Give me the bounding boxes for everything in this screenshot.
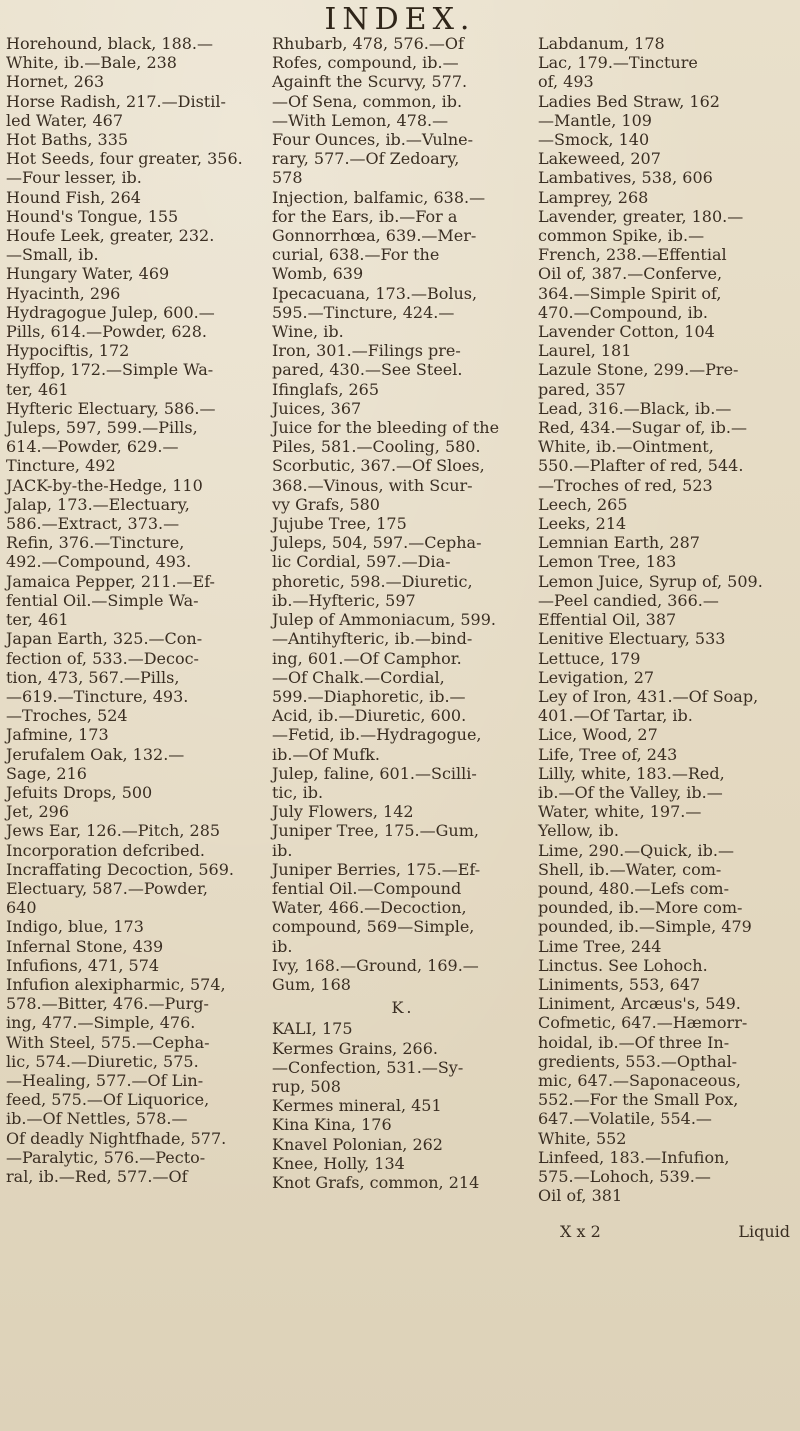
index-entry: ib. — [272, 840, 293, 860]
index-entry: Water, 466.—Decoction, — [272, 898, 467, 918]
index-entry: Wine, ib. — [272, 322, 344, 342]
index-entry: Hungary Water, 469 — [6, 264, 170, 284]
index-entry: 368.—Vinous, with Scur- — [272, 475, 473, 495]
index-entry: White, ib.—Bale, 238 — [6, 53, 177, 73]
index-entry: Lenitive Electuary, 533 — [538, 629, 726, 649]
index-entry: Lac, 179.—Tincture — [538, 53, 698, 73]
index-entry: Knavel Polonian, 262 — [272, 1134, 443, 1154]
index-entry: Refin, 376.—Tincture, — [6, 533, 185, 553]
index-entry: Lambatives, 538, 606 — [538, 168, 713, 188]
index-entry: JACK-by-the-Hedge, 110 — [6, 475, 203, 495]
index-entry: Kermes mineral, 451 — [272, 1096, 442, 1116]
index-entry: Infufions, 471, 574 — [6, 955, 160, 975]
index-entry: Juleps, 504, 597.—Cepha- — [272, 533, 482, 553]
index-entry: ral, ib.—Red, 577.—Of — [6, 1166, 188, 1186]
index-entry: Yellow, ib. — [538, 821, 619, 841]
page-footer — [560, 1222, 790, 1241]
index-entry: White, 552 — [538, 1128, 627, 1148]
index-entry: —Of Chalk.—Cordial, — [272, 667, 445, 687]
index-entry: Injection, balfamic, 638.— — [272, 187, 486, 207]
index-entry: Jefuits Drops, 500 — [6, 782, 153, 802]
index-entry: 575.—Lohoch, 539.— — [538, 1166, 711, 1186]
index-entry: Lavender, greater, 180.— — [538, 206, 744, 226]
index-entry: Hornet, 263 — [6, 72, 105, 92]
index-entry: Labdanum, 178 — [538, 34, 665, 53]
index-entry: Iron, 301.—Filings pre- — [272, 341, 461, 361]
index-entry: —Healing, 577.—Of Lin- — [6, 1070, 204, 1090]
section-letter: K. — [391, 998, 415, 1018]
index-entry: Incraffating Decoction, 569. — [6, 859, 234, 879]
index-entry: Lice, Wood, 27 — [538, 725, 658, 745]
index-entry: Ladies Bed Straw, 162 — [538, 91, 720, 111]
index-entry: ib.—Hyfteric, 597 — [272, 590, 416, 610]
index-entry: Hound Fish, 264 — [6, 187, 141, 207]
index-entry: KALI, 175 — [272, 1019, 353, 1039]
index-entry: Liniment, Arcæus's, 549. — [538, 994, 741, 1014]
index-entry: Hyfteric Electuary, 586.— — [6, 398, 216, 418]
index-entry: Jalap, 173.—Electuary, — [6, 494, 190, 514]
index-entry: Rofes, compound, ib.— — [272, 53, 459, 73]
index-entry: 586.—Extract, 373.— — [6, 514, 180, 534]
index-entry: phoretic, 598.—Diuretic, — [272, 571, 473, 591]
index-entry: Cofmetic, 647.—Hæmorr- — [538, 1013, 748, 1033]
index-entry: Lamprey, 268 — [538, 187, 649, 207]
index-entry: —Mantle, 109 — [538, 110, 652, 130]
index-entry: Ifinglafs, 265 — [272, 379, 380, 399]
index-entry: Lemnian Earth, 287 — [538, 533, 700, 553]
index-entry: —Confection, 531.—Sy- — [272, 1057, 464, 1077]
index-entry: French, 238.—Effential — [538, 245, 727, 265]
index-entry: —Paralytic, 576.—Pecto- — [6, 1147, 206, 1167]
index-entry: With Steel, 575.—Cepha- — [6, 1032, 210, 1052]
index-entry: Hydragogue Julep, 600.— — [6, 302, 215, 322]
index-entry: Kermes Grains, 266. — [272, 1038, 438, 1058]
index-entry: Leeks, 214 — [538, 514, 627, 534]
index-entry: Horse Radish, 217.—Distil- — [6, 91, 226, 111]
index-entry: Gonnorrhœa, 639.—Mer- — [272, 226, 477, 246]
index-entry: July Flowers, 142 — [272, 802, 414, 822]
index-entry: ib. — [272, 936, 293, 956]
index-entry: pound, 480.—Lefs com- — [538, 878, 730, 898]
index-entry: hoidal, ib.—Of three In- — [538, 1032, 730, 1052]
index-entry: Juleps, 597, 599.—Pills, — [6, 418, 198, 438]
index-entry: Four Ounces, ib.—Vulne- — [272, 130, 474, 150]
index-entry: Shell, ib.—Water, com- — [538, 859, 722, 879]
index-entry: —Peel candied, 366.— — [538, 590, 719, 610]
index-entry: Red, 434.—Sugar of, ib.— — [538, 418, 747, 438]
index-entry: fential Oil.—Simple Wa- — [6, 590, 199, 610]
index-entry: 470.—Compound, ib. — [538, 302, 709, 322]
index-entry: —Smock, 140 — [538, 130, 650, 150]
index-entry: Lilly, white, 183.—Red, — [538, 763, 725, 783]
index-columns — [0, 34, 800, 1224]
index-entry: ing, 601.—Of Camphor. — [272, 648, 462, 668]
index-entry: Ley of Iron, 431.—Of Soap, — [538, 686, 759, 706]
index-entry: 492.—Compound, 493. — [6, 552, 192, 572]
index-entry: ter, 461 — [6, 610, 69, 630]
index-entry: Ivy, 168.—Ground, 169.— — [272, 955, 479, 975]
index-entry: feed, 575.—Of Liquorice, — [6, 1090, 210, 1110]
index-entry: Ipecacuana, 173.—Bolus, — [272, 283, 478, 303]
index-entry: rup, 508 — [272, 1076, 341, 1096]
index-entry: Kina Kina, 176 — [272, 1115, 392, 1135]
index-entry: pared, 357 — [538, 379, 626, 399]
index-entry: 595.—Tincture, 424.— — [272, 302, 455, 322]
catchword: Liquid — [738, 1222, 790, 1241]
index-entry: 578 — [272, 168, 303, 188]
index-entry: Julep of Ammoniacum, 599. — [272, 610, 496, 630]
index-entry: 578.—Bitter, 476.—Purg- — [6, 994, 209, 1014]
index-entry: gredients, 553.—Opthal- — [538, 1051, 738, 1071]
index-entry: Lemon Juice, Syrup of, 509. — [538, 571, 763, 591]
index-entry: Laurel, 181 — [538, 341, 632, 361]
index-entry: Tincture, 492 — [6, 456, 116, 476]
index-entry: Womb, 639 — [272, 264, 364, 284]
index-entry: Sage, 216 — [6, 763, 87, 783]
index-entry: Lakeweed, 207 — [538, 149, 661, 169]
index-entry: Hyacinth, 296 — [6, 283, 121, 303]
index-entry: ing, 477.—Simple, 476. — [6, 1013, 196, 1033]
index-entry: ib.—Of Nettles, 578.— — [6, 1109, 188, 1129]
index-entry: Jafmine, 173 — [6, 725, 109, 745]
index-entry: fential Oil.—Compound — [272, 878, 462, 898]
index-entry: Horehound, black, 188.— — [6, 34, 214, 53]
index-entry: Life, Tree of, 243 — [538, 744, 678, 764]
index-entry: Effential Oil, 387 — [538, 610, 677, 630]
index-entry: mic, 647.—Saponaceous, — [538, 1070, 741, 1090]
index-entry: Juniper Tree, 175.—Gum, — [272, 821, 479, 841]
index-entry: led Water, 467 — [6, 110, 124, 130]
index-entry: Juice for the bleeding of the — [272, 418, 500, 438]
index-entry: —Antihyfteric, ib.—bind- — [272, 629, 473, 649]
index-entry: ib.—Of Mufk. — [272, 744, 380, 764]
index-entry: Hot Seeds, four greater, 356. — [6, 149, 243, 169]
running-head: INDEX. — [324, 2, 476, 37]
index-entry: Pills, 614.—Powder, 628. — [6, 322, 207, 342]
index-entry: Houfe Leek, greater, 232. — [6, 226, 215, 246]
index-entry: —Small, ib. — [6, 245, 99, 265]
index-entry: Jerufalem Oak, 132.— — [6, 744, 185, 764]
index-entry: Jet, 296 — [6, 802, 70, 822]
index-entry: Lime, 290.—Quick, ib.— — [538, 840, 734, 860]
index-entry: 401.—Of Tartar, ib. — [538, 706, 693, 726]
index-entry: of, 493 — [538, 72, 594, 92]
index-entry: Incorporation defcribed. — [6, 840, 205, 860]
index-entry: Lead, 316.—Black, ib.— — [538, 398, 732, 418]
index-entry: —Troches of red, 523 — [538, 475, 713, 495]
signature-mark: X x 2 — [560, 1222, 601, 1241]
index-entry: ter, 461 — [6, 379, 69, 399]
index-entry: Water, white, 197.— — [538, 802, 702, 822]
index-entry: tic, ib. — [272, 782, 324, 802]
index-entry: Knee, Holly, 134 — [272, 1153, 405, 1173]
index-entry: pared, 430.—See Steel. — [272, 360, 463, 380]
index-entry: —Troches, 524 — [6, 706, 128, 726]
index-entry: Japan Earth, 325.—Con- — [6, 629, 203, 649]
index-entry: Oil of, 387.—Conferve, — [538, 264, 723, 284]
index-entry: for the Ears, ib.—For a — [272, 206, 458, 226]
index-entry: Hyffop, 172.—Simple Wa- — [6, 360, 214, 380]
index-entry: Linctus. See Lohoch. — [538, 955, 708, 975]
index-entry: pounded, ib.—Simple, 479 — [538, 917, 752, 937]
index-entry: Jamaica Pepper, 211.—Ef- — [6, 571, 215, 591]
index-entry: curial, 638.—For the — [272, 245, 440, 265]
index-entry: Hot Baths, 335 — [6, 130, 129, 150]
index-entry: rary, 577.—Of Zedoary, — [272, 149, 460, 169]
index-entry: Jews Ear, 126.—Pitch, 285 — [6, 821, 221, 841]
index-entry: lic, 574.—Diuretic, 575. — [6, 1051, 199, 1071]
index-entry: fection of, 533.—Decoc- — [6, 648, 199, 668]
index-entry: Hypociftis, 172 — [6, 341, 130, 361]
index-entry: Hound's Tongue, 155 — [6, 206, 179, 226]
index-entry: Levigation, 27 — [538, 667, 655, 687]
index-entry: White, ib.—Ointment, — [538, 437, 714, 457]
index-entry: Lime Tree, 244 — [538, 936, 662, 956]
index-entry: compound, 569—Simple, — [272, 917, 475, 937]
index-entry: Rhubarb, 478, 576.—Of — [272, 34, 464, 53]
index-entry: lic Cordial, 597.—Dia- — [272, 552, 451, 572]
index-entry: 552.—For the Small Pox, — [538, 1090, 739, 1110]
index-entry: 640 — [6, 898, 37, 918]
index-entry: Juniper Berries, 175.—Ef- — [272, 859, 481, 879]
index-entry: Infufion alexipharmic, 574, — [6, 974, 226, 994]
index-entry: Piles, 581.—Cooling, 580. — [272, 437, 481, 457]
index-entry: common Spike, ib.— — [538, 226, 705, 246]
index-entry: Acid, ib.—Diuretic, 600. — [272, 706, 467, 726]
index-entry: Jujube Tree, 175 — [272, 514, 407, 534]
index-entry: Of deadly Nightfhade, 577. — [6, 1128, 227, 1148]
index-entry: Juices, 367 — [272, 398, 362, 418]
index-entry: Scorbutic, 367.—Of Sloes, — [272, 456, 485, 476]
index-column-3 — [538, 34, 800, 1205]
index-entry: —Fetid, ib.—Hydragogue, — [272, 725, 482, 745]
index-entry: Infernal Stone, 439 — [6, 936, 164, 956]
index-entry: Julep, faline, 601.—Scilli- — [272, 763, 477, 783]
index-entry: Oil of, 381 — [538, 1186, 623, 1206]
index-entry: 550.—Plafter of red, 544. — [538, 456, 744, 476]
index-entry: —With Lemon, 478.— — [272, 110, 449, 130]
index-entry: pounded, ib.—More com- — [538, 898, 743, 918]
index-entry: ib.—Of the Valley, ib.— — [538, 782, 723, 802]
index-entry: Lettuce, 179 — [538, 648, 641, 668]
index-entry: Leech, 265 — [538, 494, 628, 514]
index-entry: Lemon Tree, 183 — [538, 552, 677, 572]
index-entry: Electuary, 587.—Powder, — [6, 878, 208, 898]
index-entry: —Of Sena, common, ib. — [272, 91, 463, 111]
index-entry: 614.—Powder, 629.— — [6, 437, 179, 457]
index-entry: Linfeed, 183.—Infufion, — [538, 1147, 730, 1167]
index-entry: Knot Grafs, common, 214 — [272, 1172, 480, 1192]
index-entry: —619.—Tincture, 493. — [6, 686, 189, 706]
index-entry: 599.—Diaphoretic, ib.— — [272, 686, 466, 706]
index-entry: Liniments, 553, 647 — [538, 974, 701, 994]
index-column-1 — [6, 34, 268, 1186]
index-entry: Gum, 168 — [272, 974, 351, 994]
index-entry: Againft the Scurvy, 577. — [272, 72, 468, 92]
index-entry: 364.—Simple Spirit of, — [538, 283, 722, 303]
index-entry: 647.—Volatile, 554.— — [538, 1109, 712, 1129]
index-entry: Lavender Cotton, 104 — [538, 322, 715, 342]
index-entry: Lazule Stone, 299.—Pre- — [538, 360, 739, 380]
index-entry: vy Grafs, 580 — [272, 494, 380, 514]
index-entry: —Four lesser, ib. — [6, 168, 142, 188]
index-entry: Indigo, blue, 173 — [6, 917, 144, 937]
index-column-2 — [272, 34, 534, 1192]
index-entry: tion, 473, 567.—Pills, — [6, 667, 180, 687]
